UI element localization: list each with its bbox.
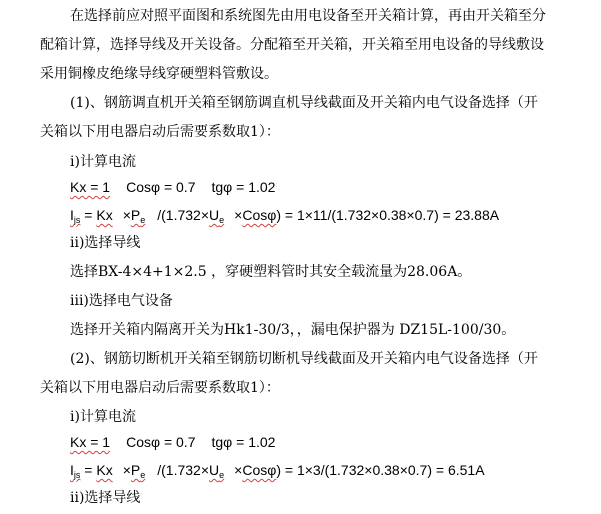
- section2-title-line1: (2)、钢筋切断机开关箱至钢筋切断机导线截面及开关箱内电气设备选择（开: [70, 351, 538, 367]
- section2-formula: $I_{js} = Kx \times P_e$ $/(1.732\times U_e \times Cos\varphi) = 1\times 3/(1.732\times 0.38\times 0.7) = 6.51A$: [70, 462, 485, 480]
- section1-wire-heading: ii)选择导线: [70, 235, 141, 251]
- paragraph-intro-line3: 采用铜橡皮绝缘导线穿硬塑料管敷设。: [40, 66, 278, 82]
- section2-calc-heading: i)计算电流: [70, 409, 136, 425]
- section2-kx: Kx = 1: [70, 434, 111, 450]
- section1-cos: Cosφ = 0.7: [126, 179, 196, 195]
- section1-tg: tgφ = 1.02: [211, 179, 276, 195]
- section2-tg: tgφ = 1.02: [211, 434, 276, 450]
- section1-formula: $I_{js} = Kx \times P_e$ $/(1.732\times U_e \times Cos\varphi) = 1\times 11/(1.732\times 0.38\times 0.7) = 23.88A$: [70, 207, 500, 225]
- paragraph-intro-line2: 配箱计算，选择导线及开关设备。分配箱至开关箱，开关箱至用电设备的导线敷设: [40, 37, 544, 53]
- section2-wire-heading: ii)选择导线: [70, 490, 141, 506]
- section1-factors: [70, 177, 275, 197]
- section1-title-line1: (1)、钢筋调直机开关箱至钢筋调直机导线截面及开关箱内电气设备选择（开: [70, 95, 538, 111]
- section2-result: ) = 1×3/(1.732×0.38×0.7) = 6.51A: [276, 462, 485, 478]
- section2-factors: [70, 432, 275, 452]
- section1-result: ) = 1×11/(1.732×0.38×0.7) = 23.88A: [276, 207, 500, 223]
- section2-cos: Cosφ = 0.7: [126, 434, 196, 450]
- section1-wire-text: 选择BX-4×4+1×2.5 ，穿硬塑料管时其安全载流量为28.06A。: [70, 264, 472, 280]
- section1-equip-heading: iii)选择电气设备: [70, 293, 173, 309]
- section1-calc-heading: i)计算电流: [70, 154, 136, 170]
- section1-equip-text: 选择开关箱内隔离开关为Hk1-30/3，，漏电保护器为 DZ15L-100/30。: [70, 322, 516, 338]
- section2-title-line2: 关箱以下用电器启动后需要系数取1）：: [40, 380, 280, 396]
- paragraph-intro-line1: 在选择前应对照平面图和系统图先由用电设备至开关箱计算，再由开关箱至分: [70, 8, 546, 24]
- section1-kx: Kx = 1: [70, 179, 111, 195]
- section1-title-line2: 关箱以下用电器启动后需要系数取1）：: [40, 124, 280, 140]
